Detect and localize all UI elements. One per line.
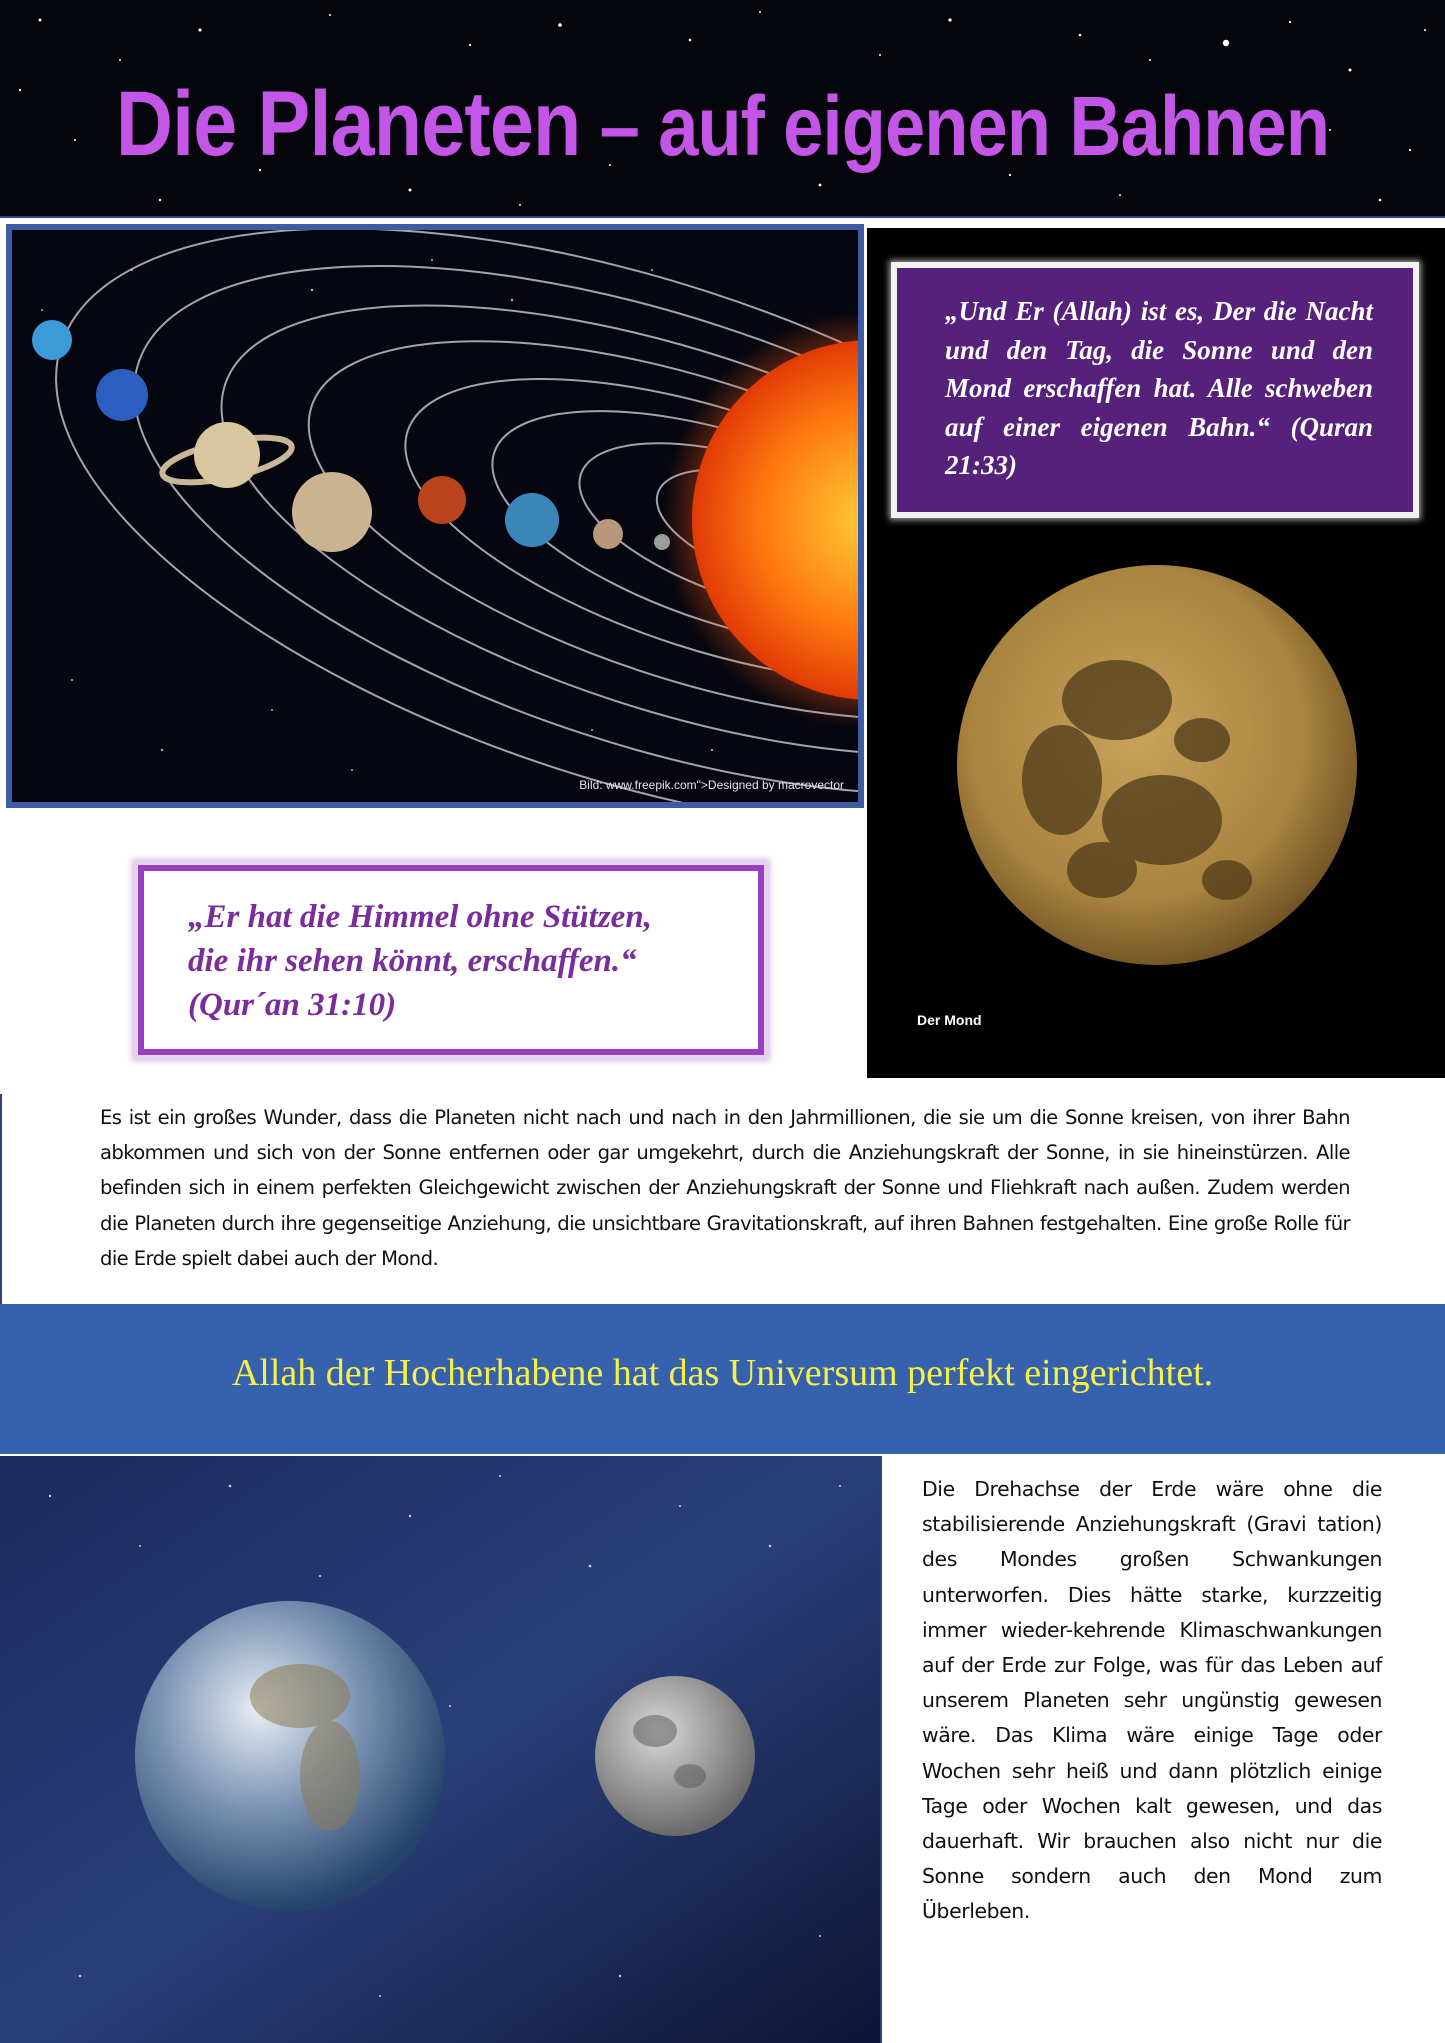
quote-line: die ihr sehen könnt, erschaffen.“ [188,943,637,979]
intro-paragraph: Es ist ein großes Wunder, dass die Planeten nicht nach und nach in den Jahrmillionen, die sie um die Sonne kreisen, von ihrer Bahn abkommen und sich von der Sonne entfernen oder gar umgekehrt, durch die Anziehungskraft der Sonne, in sie hineinstürzen. Alle befinden sich in einem perfekten Gleichgewicht zwischen der Anziehungskraft der Sonne und Fliehkraft nach außen. Zudem werden die Planeten durch ihre gegenseitige Anziehung, die unsichtbare Gravitationskraft, auf ihren Bahnen festgehalten. Eine große Rolle für die Erde spielt dabei auch der Mond. [100,1106,1350,1270]
earth-axis-section [880,1456,1445,2043]
banner-text: Allah der Hocherhabene hat das Universum perfekt eingerichtet. [231,1352,1214,1394]
quote-box-quran-21-33 [891,262,1419,518]
moon-caption: Der Mond [917,1012,982,1028]
earth-moon-illustration [0,1456,880,2043]
quote-text [188,895,718,1027]
quote-reference: (Qur´an 31:10) [188,987,397,1023]
quote-text: „Und Er (Allah) ist es, Der die Nacht und den Tag, die Sonne und den Mond erschaffen hat. Alle schweben auf einer eigenen Bahn.“ (Quran 21:33) [945,296,1373,480]
earth-moon-image [0,1456,880,2043]
header-banner [0,0,1445,218]
page-title [101,73,1344,175]
intro-section [0,1094,1445,1304]
page-title-main: Die Planeten [115,73,581,175]
earth-axis-paragraph: Die Drehachse der Erde wäre ohne die stabilisierende Anziehungskraft (Gravi tation) des Mondes großen Schwankungen unterworfen. Dies hätte starke, kurzzeitig immer wieder-kehrende Klimaschwankungen auf der Erde zur Folge, was für das Leben auf unserem Planeten sehr ungünstig gewesen wäre. Das Klima wäre einige Tage oder Wochen sehr heiß und dann plötzlich einige Tage oder Wochen kalt gewesen, und das dauerhaft. Wir brauchen also nicht nur die Sonne sondern auch den Mond zum Überleben. [922,1477,1382,1924]
page-title-subtitle: – auf eigenen Bahnen [580,79,1330,173]
moon-column [867,228,1445,1078]
quote-box-quran-31-10 [138,865,764,1055]
solar-system-illustration [12,230,858,802]
quote-line: „Er hat die Himmel ohne Stützen, [188,899,652,935]
solar-system-image [6,224,864,808]
image-credit: Bild: www.freepik.com">Designed by macrovector [579,778,844,792]
highlight-banner [0,1304,1445,1454]
moon-image [952,560,1362,970]
